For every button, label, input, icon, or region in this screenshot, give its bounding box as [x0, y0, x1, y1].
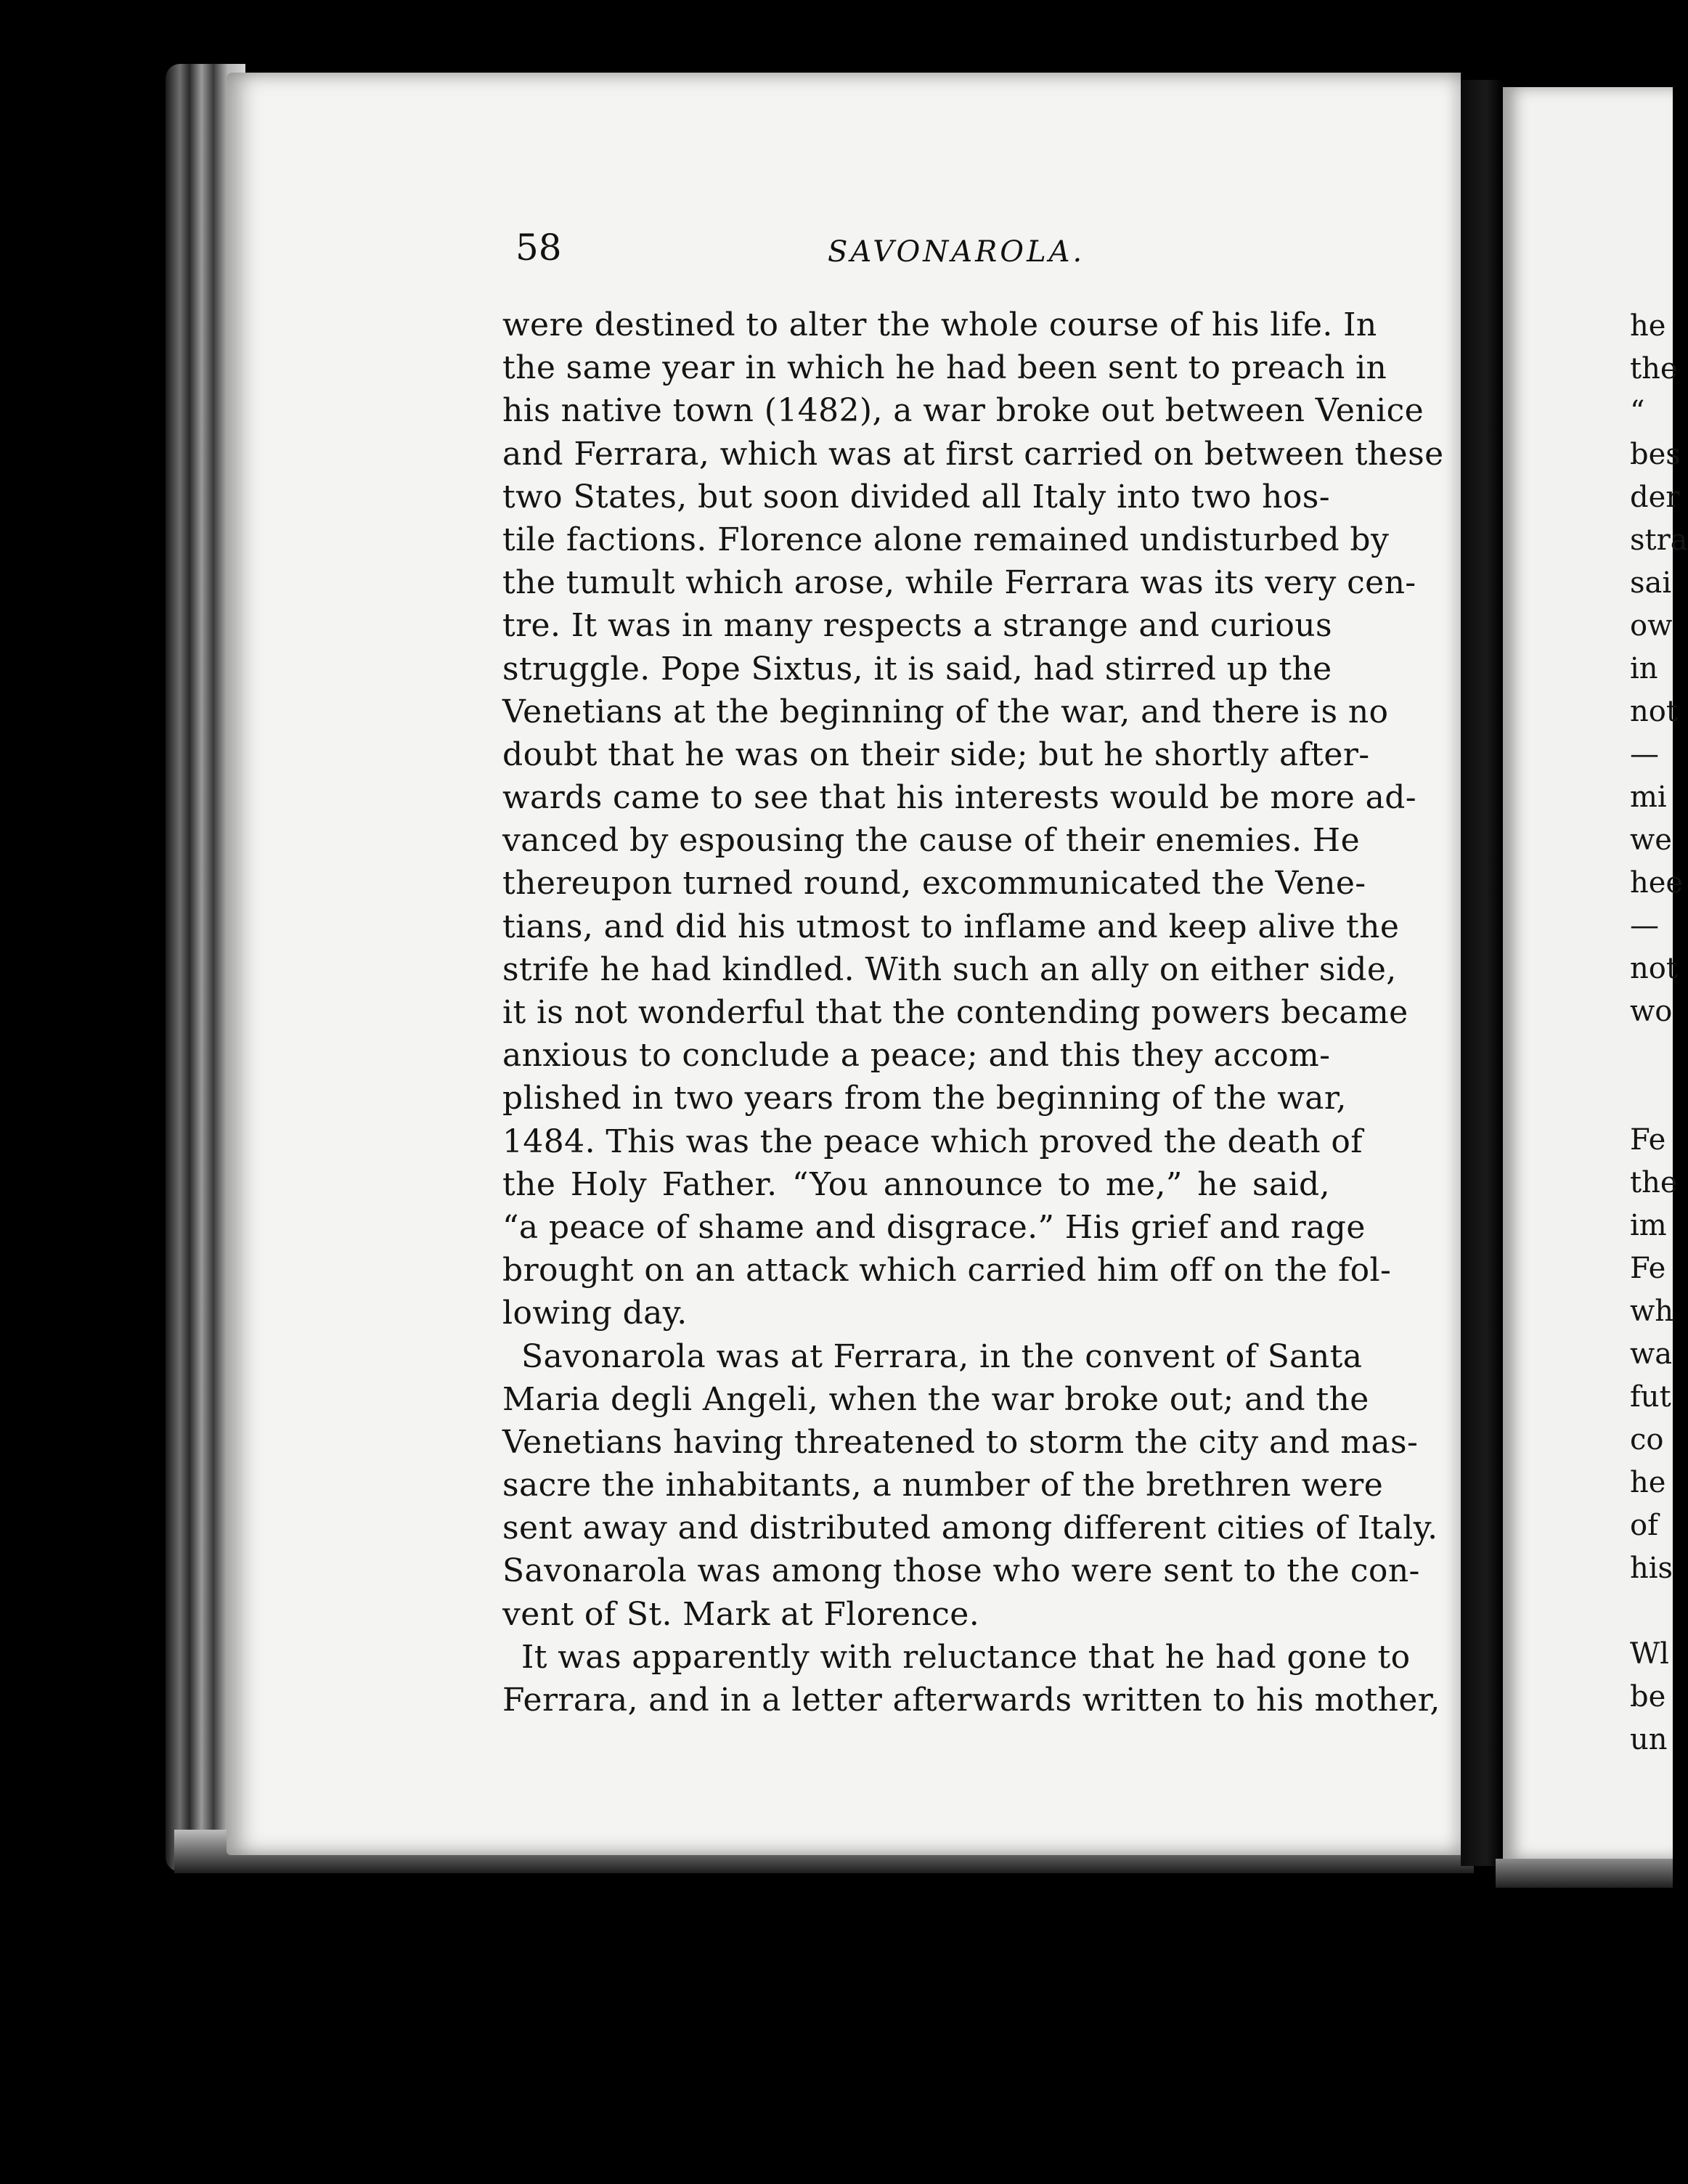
text-line: 1484. This was the peace which proved the death of — [502, 1122, 1363, 1160]
text-line: vent of St. Mark at Florence. — [502, 1595, 980, 1633]
text-line: lowing day. — [502, 1295, 688, 1332]
running-header — [515, 227, 1314, 277]
text-line: “a peace of shame and disgrace.” His grief and rage — [502, 1208, 1366, 1246]
right-text-line: he — [1630, 309, 1666, 343]
text-line: two States, but soon divided all Italy into two hos- — [502, 478, 1330, 516]
text-line: Maria degli Angeli, when the war broke out; and the — [502, 1380, 1369, 1418]
right-text-line: stra — [1630, 523, 1688, 557]
text-line: anxious to conclude a peace; and this they accom- — [502, 1037, 1331, 1075]
right-page-text — [1630, 305, 1688, 1761]
right-text-line: fut — [1630, 1380, 1671, 1414]
right-text-line — [1630, 1590, 1673, 1633]
right-text-line: not — [1630, 695, 1678, 728]
text-line: wards came to see that his interests would be more ad- — [502, 779, 1417, 817]
text-line: sent away and distributed among different cities of Italy. — [502, 1509, 1438, 1547]
right-text-line: hee — [1630, 866, 1684, 900]
right-text-line: wo — [1630, 995, 1673, 1028]
right-text-line: — — [1630, 909, 1659, 942]
right-text-line: — — [1630, 738, 1659, 771]
right-text-line: the — [1630, 352, 1678, 386]
text-line: It was apparently with reluctance that he had gone to — [521, 1638, 1411, 1676]
right-text-line: Fe — [1630, 1252, 1666, 1285]
text-line: sacre the inhabitants, a number of the brethren were — [502, 1467, 1384, 1504]
running-title: SAVONAROLA. — [828, 235, 1085, 269]
text-line: Savonarola was at Ferrara, in the convent of Santa — [521, 1337, 1363, 1375]
text-line: the Holy Father. “You announce to me,” he said, — [502, 1165, 1330, 1203]
right-text-line: the — [1630, 1166, 1678, 1199]
text-line: struggle. Pope Sixtus, it is said, had stirred up the — [502, 650, 1332, 688]
right-text-line: sai — [1630, 566, 1672, 600]
right-text-line: ow — [1630, 609, 1673, 643]
text-line: the tumult which arose, while Ferrara was its very cen- — [502, 564, 1416, 602]
text-line: the same year in which he had been sent to preach in — [502, 349, 1387, 387]
right-text-line: un — [1630, 1723, 1668, 1756]
right-text-line: he — [1630, 1466, 1666, 1499]
text-line: strife he had kindled. With such an ally on either side, — [502, 950, 1397, 988]
right-text-line: Fe — [1630, 1123, 1666, 1157]
right-text-line: bes — [1630, 438, 1681, 471]
right-text-line: wa — [1630, 1337, 1673, 1371]
text-line: Venetians at the beginning of the war, and there is no — [502, 693, 1389, 730]
book-gutter — [1461, 80, 1503, 1866]
right-text-line: mi — [1630, 781, 1667, 814]
right-text-line: not — [1630, 952, 1678, 985]
right-text-line: im — [1630, 1209, 1667, 1242]
text-line: tre. It was in many respects a strange and curious — [502, 607, 1333, 645]
right-text-line — [1630, 1033, 1673, 1076]
right-text-line: Wl — [1630, 1637, 1669, 1671]
text-line: Savonarola was among those who were sent to the con- — [502, 1552, 1420, 1590]
text-line: tile factions. Florence alone remained undisturbed by — [502, 521, 1390, 558]
right-text-line: we — [1630, 823, 1672, 857]
right-text-line: be — [1630, 1680, 1666, 1714]
text-line: were destined to alter the whole course of his life. In — [502, 306, 1377, 343]
page-number: 58 — [515, 227, 562, 269]
text-line: his native town (1482), a war broke out between Venice — [502, 392, 1424, 430]
right-text-line: his — [1630, 1552, 1673, 1585]
right-page-bottom-edge — [1496, 1859, 1673, 1888]
text-line: vanced by espousing the cause of their enemies. He — [502, 822, 1361, 860]
right-text-line: of — [1630, 1509, 1658, 1542]
right-text-line: co — [1630, 1423, 1664, 1456]
text-line: it is not wonderful that the contending powers became — [502, 994, 1408, 1031]
right-text-line: in — [1630, 652, 1658, 685]
text-line: thereupon turned round, excommunicated the Vene- — [502, 865, 1366, 902]
right-text-line: wh — [1630, 1295, 1673, 1328]
right-text-line: der — [1630, 481, 1680, 514]
body-text — [502, 303, 1444, 1721]
right-text-line — [1630, 1076, 1673, 1119]
text-line: plished in two years from the beginning of the war, — [502, 1080, 1347, 1117]
text-line: brought on an attack which carried him off on the fol- — [502, 1252, 1392, 1289]
text-line: and Ferrara, which was at first carried on between these — [502, 435, 1444, 473]
right-text-line: “ — [1630, 395, 1645, 428]
text-line: tians, and did his utmost to inflame and keep alive the — [502, 908, 1400, 945]
text-line: Venetians having threatened to storm the city and mas- — [502, 1423, 1419, 1461]
text-line: doubt that he was on their side; but he shortly after- — [502, 736, 1370, 773]
text-line: Ferrara, and in a letter afterwards written to his mother, — [502, 1682, 1440, 1719]
